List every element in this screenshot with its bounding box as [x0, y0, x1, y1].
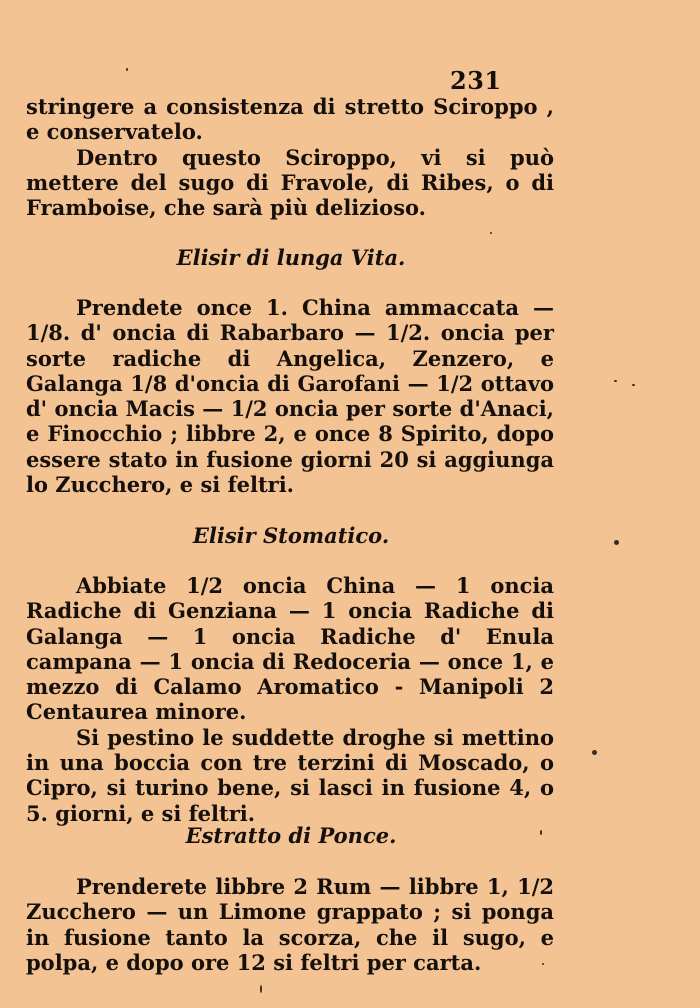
section-body — [26, 295, 554, 497]
section-body — [26, 874, 554, 975]
continuation-text — [26, 94, 554, 220]
section-heading: Estratto di Ponce. — [185, 823, 397, 848]
paper-speck — [260, 985, 262, 993]
paper-speck — [632, 384, 635, 386]
paragraph: Abbiate 1/2 oncia China — 1 oncia Radiche di Genziana — 1 oncia Radiche di Galanga — 1 oncia Radiche d' Enula campana — 1 oncia di Redoceria — once 1, e mezzo di Calamo Aromatico - Manipoli 2 Centaurea minore. — [26, 573, 554, 725]
paper-speck — [614, 380, 617, 382]
paper-speck — [614, 540, 619, 545]
section-body — [26, 573, 554, 826]
paper-speck — [126, 68, 128, 71]
paragraph: Prendete once 1. China ammaccata — 1/8. d' oncia di Rabarbaro — 1/2. oncia per sorte radiche di Angelica, Zenzero, e Galanga 1/8 d'oncia di Garofani — 1/2 ottavo d' oncia Macis — 1/2 oncia per sorte d'Anaci, e Finocchio ; libbre 2, e once 8 Spirito, dopo essere stato in fusione giorni 20 si aggiunga lo Zucchero, e si feltri. — [26, 295, 554, 498]
paper-speck — [592, 750, 597, 755]
paper-speck — [542, 963, 544, 965]
section-heading: Elisir Stomatico. — [192, 523, 390, 548]
paper-speck — [540, 830, 542, 835]
section-heading: Elisir di lunga Vita. — [176, 245, 406, 270]
paragraph: Prenderete libbre 2 Rum — libbre 1, 1/2 Zucchero — un Limone grappato ; si ponga in fusione tanto la scorza, che il sugo, e polpa, e dopo ore 12 si feltri per carta. — [26, 874, 554, 975]
paragraph: Si pestino le suddette droghe si mettino in una boccia con tre terzini di Moscado, o Cipro, si turino bene, si lasci in fusione 4, o 5. giorni, e si feltri. — [26, 724, 554, 826]
paper-speck — [490, 232, 492, 234]
page-number: 231 — [450, 66, 502, 95]
paragraph: stringere a consistenza di stretto Sciroppo , e conservatelo. — [26, 94, 554, 145]
paragraph: Dentro questo Sciroppo, vi si può mettere del sugo di Fravole, di Ribes, o di Framboise, che sarà più delizioso. — [26, 144, 554, 221]
